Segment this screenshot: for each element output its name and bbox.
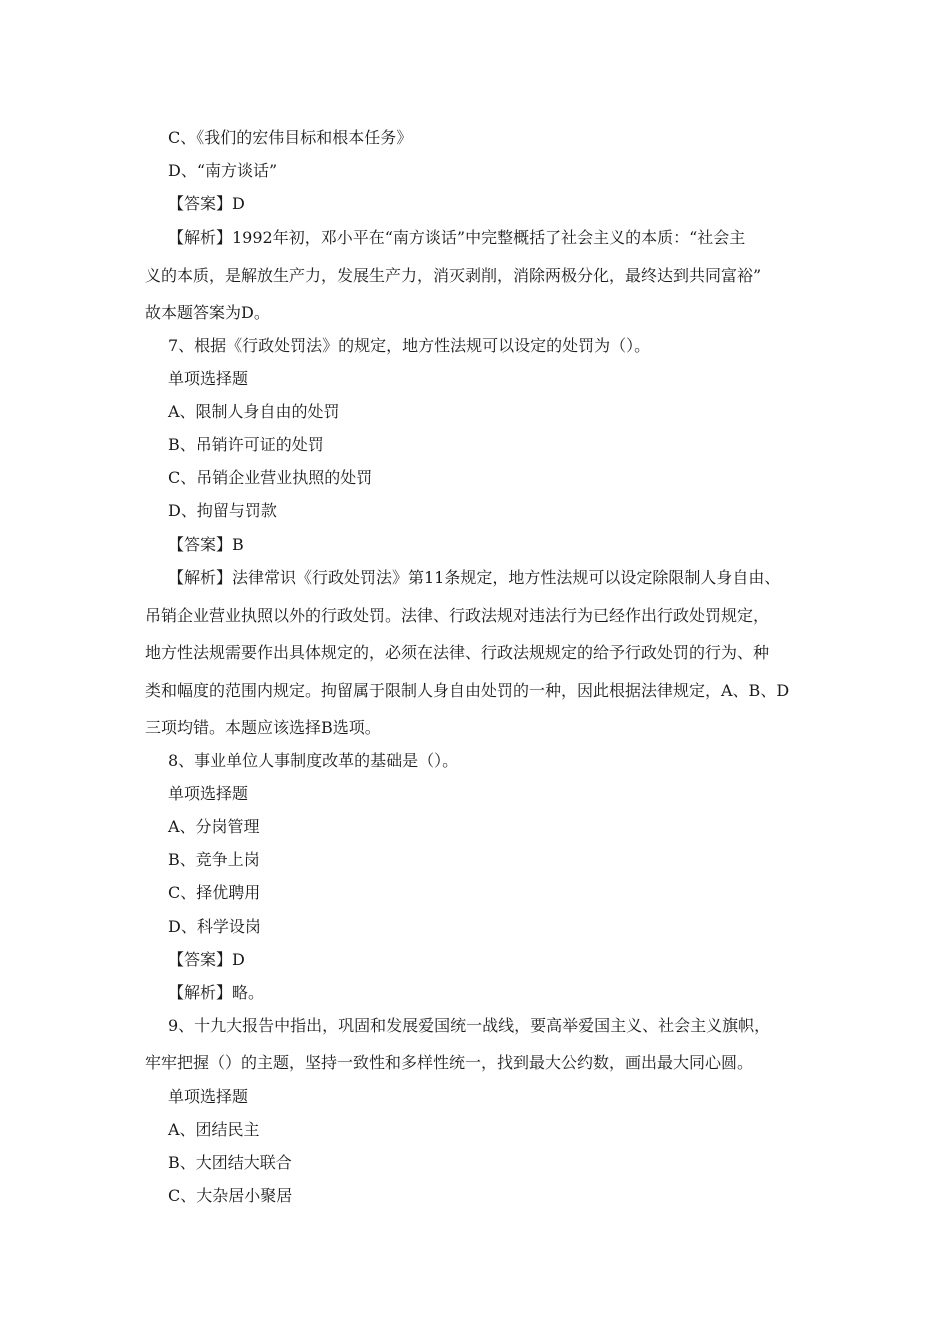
q7-stem: 7、根据《行政处罚法》的规定，地方性法规可以设定的处罚为（）。: [168, 336, 651, 355]
q8-option-c: C、择优聘用: [168, 883, 261, 902]
q6-explanation-line: 故本题答案为D。: [145, 303, 270, 322]
q8-option-d: D、科学设岗: [168, 917, 261, 936]
q7-explanation-line: 三项均错。本题应该选择B选项。: [145, 718, 381, 737]
q9-option-c: C、大杂居小聚居: [168, 1186, 293, 1205]
q8-stem: 8、事业单位人事制度改革的基础是（）。: [168, 751, 459, 770]
q8-option-b: B、竞争上岗: [168, 850, 260, 869]
q7-explanation-line: 吊销企业营业执照以外的行政处罚。法律、行政法规对违法行为已经作出行政处罚规定，: [145, 606, 770, 625]
q7-explanation-line: 地方性法规需要作出具体规定的，必须在法律、行政法规规定的给予行政处罚的行为、种: [145, 643, 770, 662]
q8-answer: 【答案】D: [168, 950, 245, 969]
q7-option-b: B、吊销许可证的处罚: [168, 435, 324, 454]
q8-option-a: A、分岗管理: [168, 817, 260, 836]
q9-stem-line: 9、十九大报告中指出，巩固和发展爱国统一战线，要高举爱国主义、社会主义旗帜，: [168, 1016, 771, 1035]
q8-type: 单项选择题: [168, 784, 249, 803]
q6-explanation-line: 【解析】1992年初，邓小平在“南方谈话”中完整概括了社会主义的本质：“社会主: [168, 228, 746, 247]
q7-type: 单项选择题: [168, 369, 249, 388]
q7-explanation-line: 【解析】法律常识《行政处罚法》第11条规定，地方性法规可以设定除限制人身自由、: [168, 568, 781, 587]
q7-option-d: D、拘留与罚款: [168, 501, 277, 520]
q7-option-a: A、限制人身自由的处罚: [168, 402, 340, 421]
q9-option-b: B、大团结大联合: [168, 1153, 292, 1172]
q7-explanation-line: 类和幅度的范围内规定。拘留属于限制人身自由处罚的一种，因此根据法律规定，A、B、D: [145, 681, 790, 700]
q7-option-c: C、吊销企业营业执照的处罚: [168, 468, 373, 487]
q6-option-d: D、“南方谈话”: [168, 161, 278, 180]
q9-option-a: A、团结民主: [168, 1120, 260, 1139]
q6-option-c: C、《我们的宏伟目标和根本任务》: [168, 128, 413, 147]
q7-answer: 【答案】B: [168, 535, 244, 554]
q9-type: 单项选择题: [168, 1087, 249, 1106]
q6-explanation-line: 义的本质，是解放生产力，发展生产力，消灭剥削，消除两极分化，最终达到共同富裕”: [145, 266, 762, 285]
q8-explanation: 【解析】略。: [168, 983, 265, 1002]
q6-answer: 【答案】D: [168, 194, 245, 213]
q9-stem-line: 牢牢把握（）的主题，坚持一致性和多样性统一，找到最大公约数，画出最大同心圆。: [145, 1053, 754, 1072]
